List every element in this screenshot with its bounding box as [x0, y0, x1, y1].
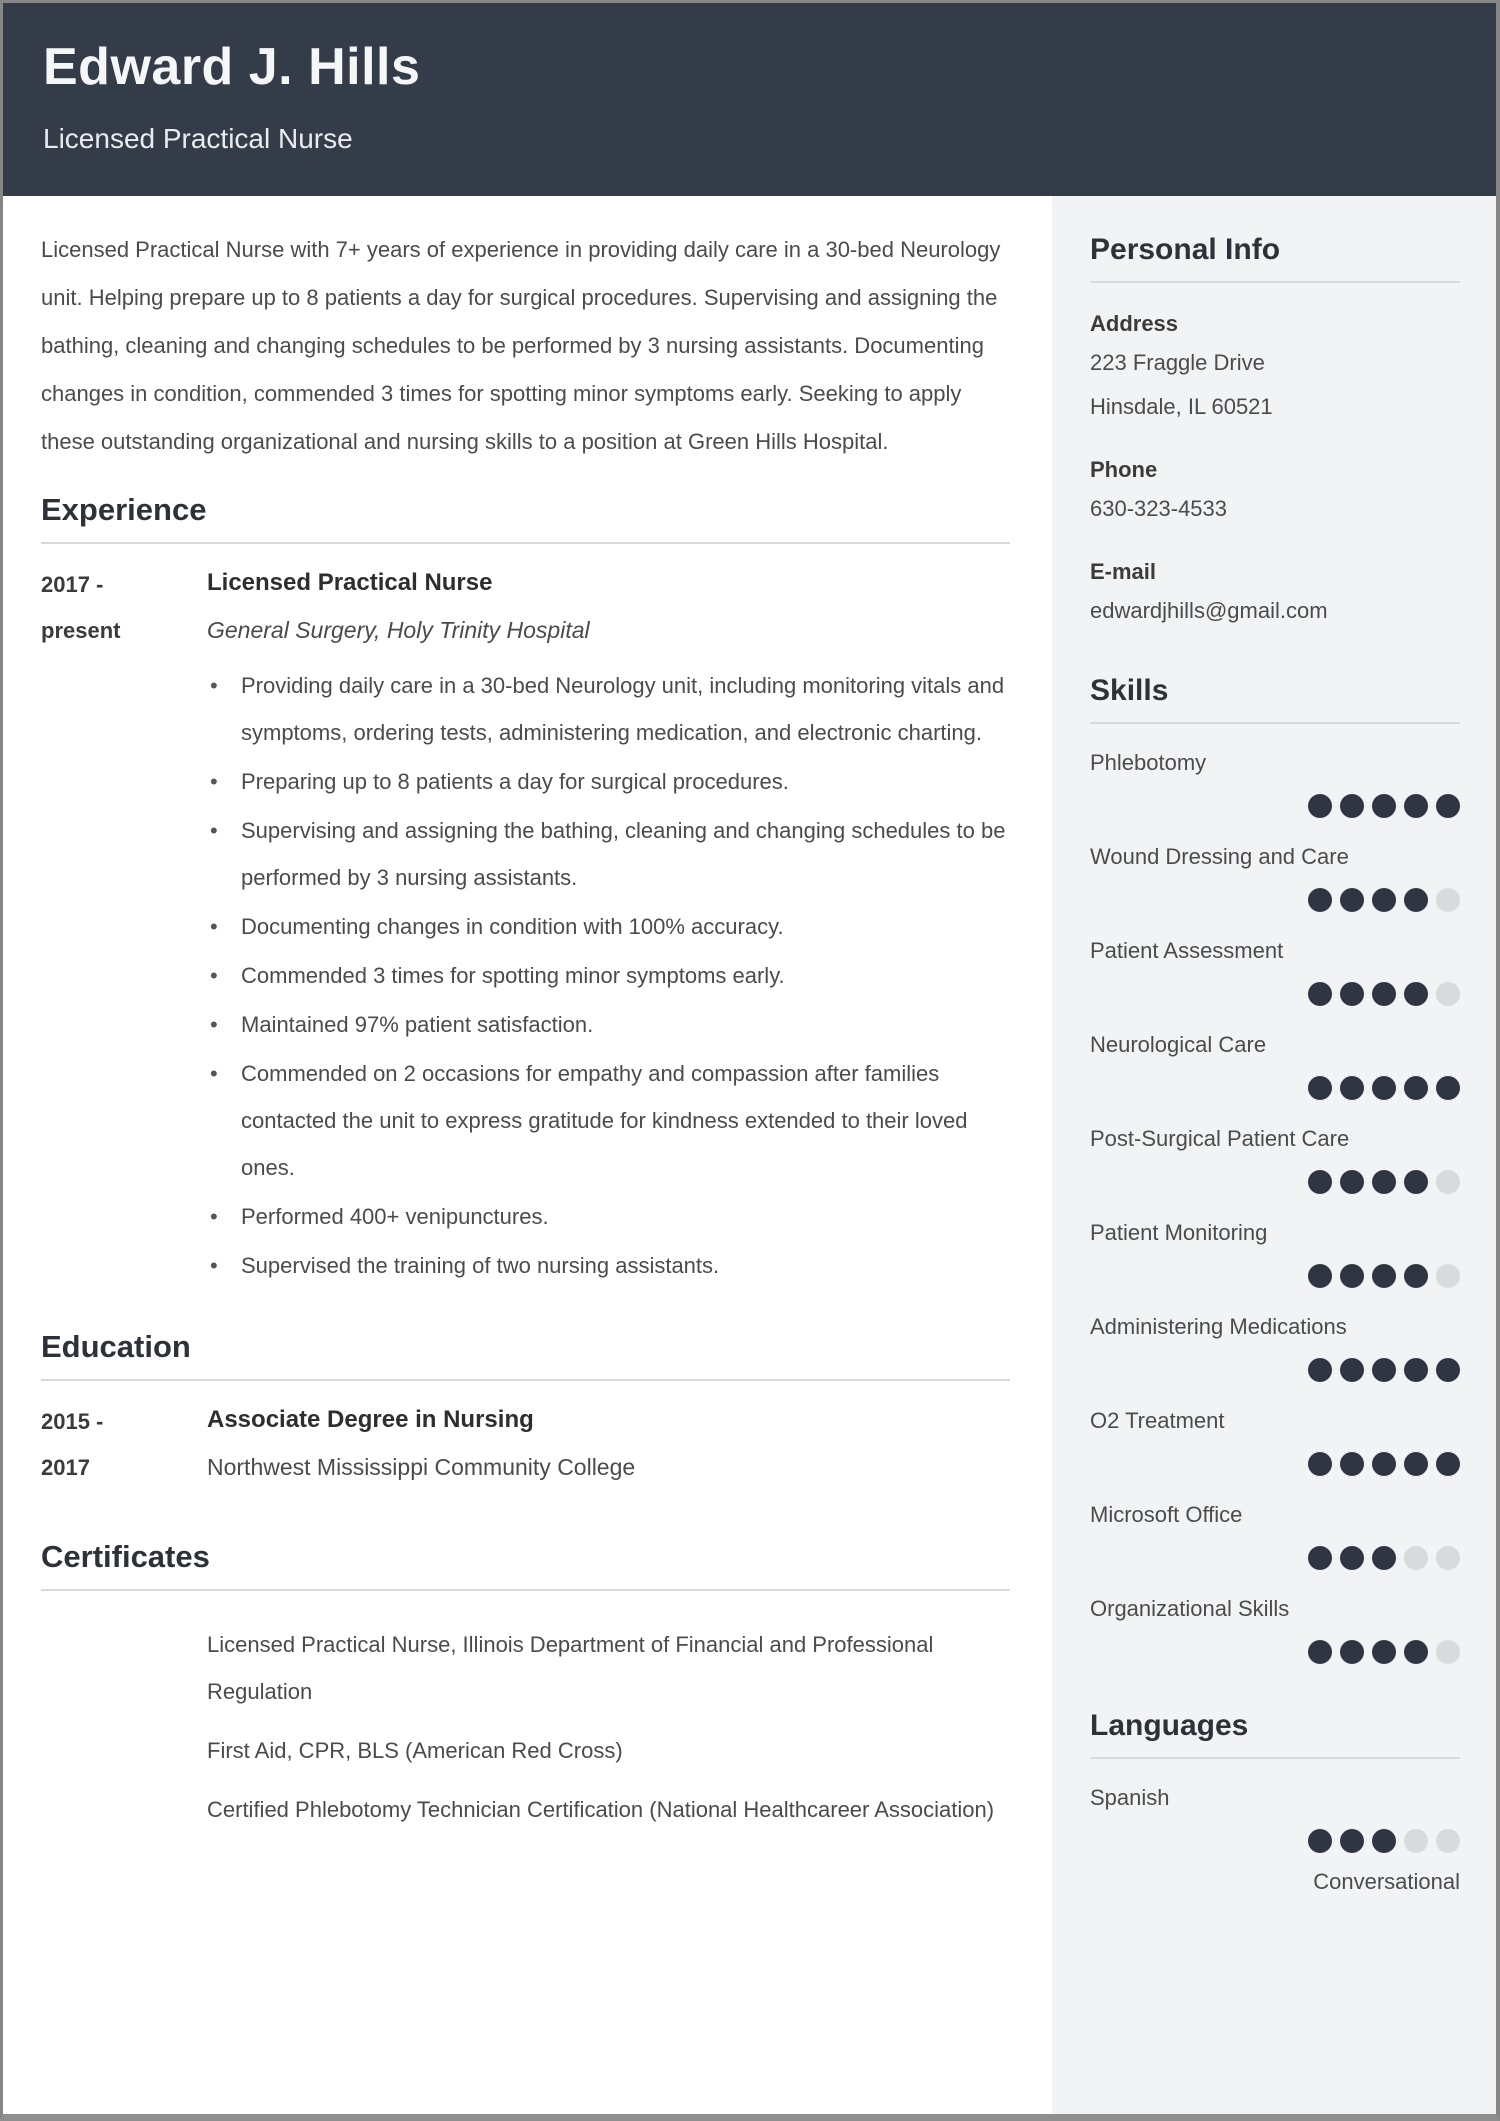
rating-dot-filled	[1308, 1829, 1332, 1853]
rating-dot-filled	[1404, 982, 1428, 1006]
info-label: E-mail	[1090, 559, 1157, 584]
info-label: Address	[1090, 311, 1179, 336]
entry-dates	[41, 562, 207, 1289]
skill-name: Post-Surgical Patient Care	[1090, 1126, 1350, 1151]
rating-dot-filled	[1308, 794, 1332, 818]
skill-item	[1090, 1592, 1460, 1664]
date-start: 2015 -	[41, 1409, 104, 1434]
rating-dot-filled	[1340, 1264, 1364, 1288]
skill-item	[1090, 1122, 1460, 1194]
languages-heading: Languages	[1090, 1708, 1460, 1759]
rating-dot-empty	[1404, 1546, 1428, 1570]
skill-name: Phlebotomy	[1090, 750, 1207, 775]
skill-name: Patient Assessment	[1090, 938, 1284, 963]
rating-dot-filled	[1372, 1546, 1396, 1570]
skill-name: Microsoft Office	[1090, 1502, 1243, 1527]
skill-item	[1090, 1498, 1460, 1570]
rating-dot-filled	[1404, 888, 1428, 912]
entry-title: Associate Degree in Nursing	[207, 1406, 534, 1433]
rating-dots	[1090, 1264, 1460, 1288]
skill-name: Administering Medications	[1090, 1314, 1347, 1339]
rating-dot-filled	[1404, 1170, 1428, 1194]
rating-dot-filled	[1308, 1452, 1332, 1476]
rating-dot-filled	[1308, 982, 1332, 1006]
rating-dot-filled	[1404, 1640, 1428, 1664]
rating-dot-filled	[1340, 1170, 1364, 1194]
rating-dot-filled	[1308, 1546, 1332, 1570]
rating-dot-filled	[1308, 1358, 1332, 1382]
bullet-item: • Preparing up to 8 patients a day for surgical procedures.	[207, 758, 1010, 805]
info-group-phone	[1090, 453, 1460, 531]
skill-item	[1090, 934, 1460, 1006]
summary-text: Licensed Practical Nurse with 7+ years of experience in providing daily care in a 30-bed Neurology unit. Helping prepare up to 8 patients a day for surgical procedures. Supervising and assigning the bathing, cleaning and changing schedules to be performed by 3 nursing assistants. Documenting changes in condition, commended 3 times for spotting minor symptoms early. Seeking to apply these outstanding organizational and nursing skills to a position at Green Hills Hospital.	[41, 237, 1001, 454]
bullet-item: • Commended on 2 occasions for empathy and compassion after families contacted the unit to express gratitude for kindness extended to their loved ones.	[207, 1050, 1010, 1191]
skill-name: Neurological Care	[1090, 1032, 1267, 1057]
skill-name: Patient Monitoring	[1090, 1220, 1268, 1245]
skills-heading: Skills	[1090, 673, 1460, 724]
section-skills	[1090, 673, 1460, 1664]
certificate-item: Licensed Practical Nurse, Illinois Department of Financial and Professional Regulation	[207, 1632, 934, 1704]
language-level: Conversational	[1313, 1869, 1460, 1894]
language-item	[1090, 1781, 1460, 1899]
skill-name: Wound Dressing and Care	[1090, 844, 1349, 869]
rating-dot-filled	[1372, 1829, 1396, 1853]
entry-title: Licensed Practical Nurse	[207, 569, 493, 596]
education-entry	[41, 1399, 1010, 1491]
rating-dot-filled	[1308, 1076, 1332, 1100]
rating-dot-filled	[1404, 1452, 1428, 1476]
page-header	[3, 3, 1496, 196]
section-certificates	[41, 1539, 1010, 1833]
rating-dot-filled	[1404, 794, 1428, 818]
rating-dots	[1090, 1358, 1460, 1382]
entry-body	[207, 562, 1010, 1289]
bullet-list	[207, 662, 1010, 1289]
skill-name: O2 Treatment	[1090, 1408, 1225, 1433]
language-name: Spanish	[1090, 1785, 1170, 1810]
certificate-item: Certified Phlebotomy Technician Certification (National Healthcareer Association)	[207, 1797, 995, 1822]
info-line: 630-323-4533	[1090, 496, 1228, 521]
rating-dots	[1090, 888, 1460, 912]
rating-dot-filled	[1436, 1358, 1460, 1382]
bullet-item: • Providing daily care in a 30-bed Neurology unit, including monitoring vitals and symptoms, ordering tests, administering medication, and electronic charting.	[207, 662, 1010, 756]
info-label: Phone	[1090, 457, 1158, 482]
rating-dot-empty	[1436, 982, 1460, 1006]
rating-dot-empty	[1436, 1170, 1460, 1194]
sidebar	[1052, 196, 1496, 2114]
rating-dot-filled	[1372, 1358, 1396, 1382]
rating-dot-filled	[1372, 1076, 1396, 1100]
rating-dot-filled	[1340, 888, 1364, 912]
skill-item	[1090, 1028, 1460, 1100]
entry-body	[207, 1399, 1010, 1491]
rating-dot-empty	[1436, 1264, 1460, 1288]
certificate-list	[207, 1621, 1010, 1833]
entry-dates	[41, 1399, 207, 1491]
rating-dot-filled	[1372, 982, 1396, 1006]
rating-dot-filled	[1436, 1452, 1460, 1476]
experience-entry	[41, 562, 1010, 1289]
skill-item	[1090, 1404, 1460, 1476]
rating-dot-filled	[1308, 1170, 1332, 1194]
bullet-item: • Documenting changes in condition with 100% accuracy.	[207, 903, 1010, 950]
rating-dots	[1090, 1546, 1460, 1570]
rating-dot-filled	[1308, 1640, 1332, 1664]
rating-dot-empty	[1436, 1829, 1460, 1853]
section-experience	[41, 492, 1010, 1289]
skill-item	[1090, 1310, 1460, 1382]
rating-dot-filled	[1340, 794, 1364, 818]
skill-name: Organizational Skills	[1090, 1596, 1290, 1621]
certificates-heading: Certificates	[41, 1539, 1010, 1591]
skill-item	[1090, 840, 1460, 912]
rating-dots	[1090, 1170, 1460, 1194]
rating-dots	[1090, 982, 1460, 1006]
rating-dot-filled	[1372, 794, 1396, 818]
rating-dots	[1090, 1829, 1460, 1853]
rating-dot-filled	[1340, 1076, 1364, 1100]
section-personal-info	[1090, 232, 1460, 633]
person-name: Edward J. Hills	[43, 38, 421, 96]
education-heading: Education	[41, 1329, 1010, 1381]
rating-dot-filled	[1340, 982, 1364, 1006]
bullet-item: • Commended 3 times for spotting minor symptoms early.	[207, 952, 1010, 999]
rating-dot-empty	[1436, 888, 1460, 912]
rating-dot-empty	[1436, 1546, 1460, 1570]
certificate-item: First Aid, CPR, BLS (American Red Cross)	[207, 1738, 623, 1763]
certificates-entry	[41, 1609, 1010, 1833]
rating-dots	[1090, 1452, 1460, 1476]
rating-dot-filled	[1404, 1264, 1428, 1288]
rating-dot-filled	[1404, 1358, 1428, 1382]
rating-dot-filled	[1340, 1546, 1364, 1570]
entry-dates-empty	[41, 1609, 207, 1833]
bullet-item: • Performed 400+ venipunctures.	[207, 1193, 1010, 1240]
rating-dots	[1090, 1076, 1460, 1100]
rating-dot-filled	[1340, 1452, 1364, 1476]
person-title: Licensed Practical Nurse	[43, 123, 353, 154]
rating-dot-filled	[1372, 888, 1396, 912]
info-group-address	[1090, 307, 1460, 429]
rating-dot-filled	[1372, 1170, 1396, 1194]
entry-body	[207, 1609, 1010, 1833]
rating-dot-empty	[1404, 1829, 1428, 1853]
info-group-email	[1090, 555, 1460, 633]
rating-dot-filled	[1372, 1264, 1396, 1288]
rating-dot-filled	[1436, 794, 1460, 818]
entry-subtitle: Northwest Mississippi Community College	[207, 1454, 636, 1480]
rating-dot-filled	[1340, 1829, 1364, 1853]
skill-item	[1090, 746, 1460, 818]
rating-dot-empty	[1436, 1640, 1460, 1664]
main-column	[3, 196, 1052, 2114]
rating-dot-filled	[1404, 1076, 1428, 1100]
bullet-item: • Maintained 97% patient satisfaction.	[207, 1001, 1010, 1048]
rating-dots	[1090, 794, 1460, 818]
bullet-item: • Supervised the training of two nursing assistants.	[207, 1242, 1010, 1289]
info-line: 223 Fraggle Drive	[1090, 350, 1265, 375]
experience-heading: Experience	[41, 492, 1010, 544]
date-start: 2017 -	[41, 572, 104, 597]
info-line: Hinsdale, IL 60521	[1090, 394, 1273, 419]
rating-dot-filled	[1372, 1452, 1396, 1476]
skill-item	[1090, 1216, 1460, 1288]
info-line: edwardjhills@gmail.com	[1090, 598, 1328, 623]
section-education	[41, 1329, 1010, 1491]
section-languages	[1090, 1708, 1460, 1899]
rating-dots	[1090, 1640, 1460, 1664]
entry-subtitle: General Surgery, Holy Trinity Hospital	[207, 617, 590, 643]
rating-dot-filled	[1436, 1076, 1460, 1100]
page-body	[3, 196, 1496, 2114]
rating-dot-filled	[1372, 1640, 1396, 1664]
rating-dot-filled	[1340, 1358, 1364, 1382]
rating-dot-filled	[1308, 888, 1332, 912]
date-end: present	[41, 618, 121, 643]
rating-dot-filled	[1340, 1640, 1364, 1664]
date-end: 2017	[41, 1455, 90, 1480]
personal-info-heading: Personal Info	[1090, 232, 1460, 283]
rating-dot-filled	[1308, 1264, 1332, 1288]
bullet-item: • Supervising and assigning the bathing, cleaning and changing schedules to be performed by 3 nursing assistants.	[207, 807, 1010, 901]
